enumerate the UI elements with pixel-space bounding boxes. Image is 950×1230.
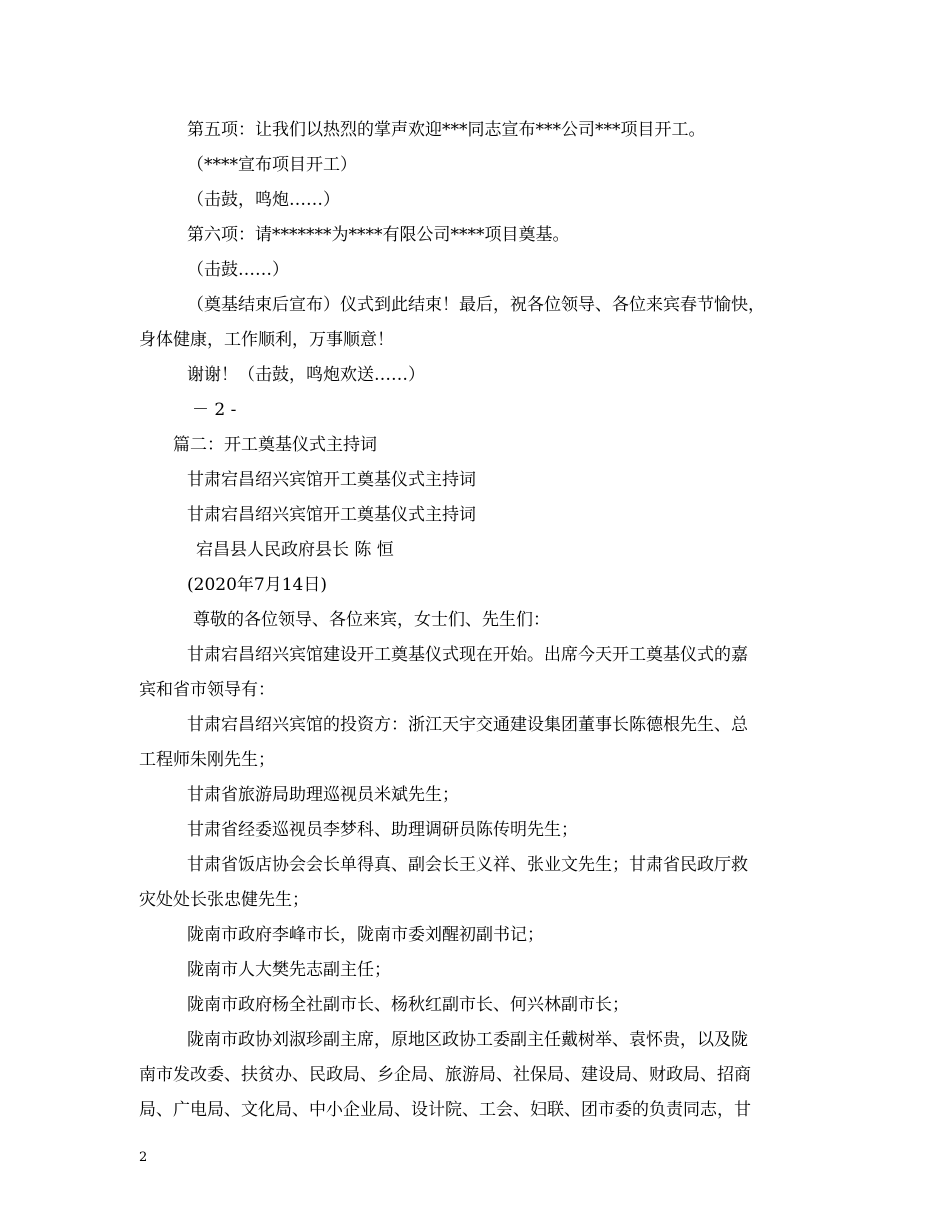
text-line: （击鼓……）: [187, 260, 289, 280]
text-line: 甘肃宕昌绍兴宾馆的投资方：浙江天宇交通建设集团董事长陈德根先生、总: [187, 715, 748, 735]
text-line: （****宣布项目开工）: [187, 155, 357, 175]
text-line: 甘肃宕昌绍兴宾馆开工奠基仪式主持词: [187, 470, 476, 490]
inline-page-marker: － 2 -: [192, 400, 237, 420]
text-line: 谢谢！（击鼓，鸣炮欢送……）: [187, 365, 425, 385]
text-line: 第五项：让我们以热烈的掌声欢迎***同志宣布***公司***项目开工。: [187, 120, 706, 140]
text-line: 尊敬的各位领导、各位来宾，女士们、先生们：: [193, 610, 550, 630]
text-line: 局、广电局、文化局、中小企业局、设计院、工会、妇联、团市委的负责同志，甘: [139, 1100, 751, 1120]
text-line: 宕昌县人民政府县长 陈 恒: [196, 540, 394, 560]
text-line: 第六项：请*******为****有限公司****项目奠基。: [187, 225, 570, 245]
text-line: 宾和省市领导有：: [139, 680, 275, 700]
text-line: 陇南市政府李峰市长，陇南市委刘醒初副书记；: [187, 925, 544, 945]
text-line: 陇南市人大樊先志副主任；: [187, 960, 391, 980]
text-line: 身体健康，工作顺利，万事顺意！: [139, 330, 394, 350]
text-line: 甘肃宕昌绍兴宾馆开工奠基仪式主持词: [187, 505, 476, 525]
text-line: 甘肃省旅游局助理巡视员米斌先生；: [187, 785, 459, 805]
text-line: 陇南市政协刘淑珍副主席，原地区政协工委副主任戴树举、袁怀贵，以及陇: [187, 1030, 748, 1050]
page-number: 2: [139, 1150, 148, 1165]
text-line: 南市发改委、扶贫办、民政局、乡企局、旅游局、社保局、建设局、财政局、招商: [139, 1065, 751, 1085]
text-line: （奠基结束后宣布）仪式到此结束！最后，祝各位领导、各位来宾春节愉快，: [187, 295, 765, 315]
text-line: 陇南市政府杨全社副市长、杨秋红副市长、何兴林副市长；: [187, 995, 629, 1015]
text-line: 灾处处长张忠健先生；: [139, 890, 309, 910]
text-line: (2020年7月14日): [187, 575, 327, 595]
section-heading: 篇二：开工奠基仪式主持词: [173, 435, 377, 455]
text-line: 甘肃省经委巡视员李梦科、助理调研员陈传明先生；: [187, 820, 578, 840]
text-line: （击鼓，鸣炮……）: [187, 190, 340, 210]
text-line: 甘肃省饭店协会会长单得真、副会长王义祥、张业文先生；甘肃省民政厅救: [187, 855, 748, 875]
text-line: 甘肃宕昌绍兴宾馆建设开工奠基仪式现在开始。出席今天开工奠基仪式的嘉: [187, 645, 748, 665]
text-line: 工程师朱刚先生；: [139, 750, 275, 770]
